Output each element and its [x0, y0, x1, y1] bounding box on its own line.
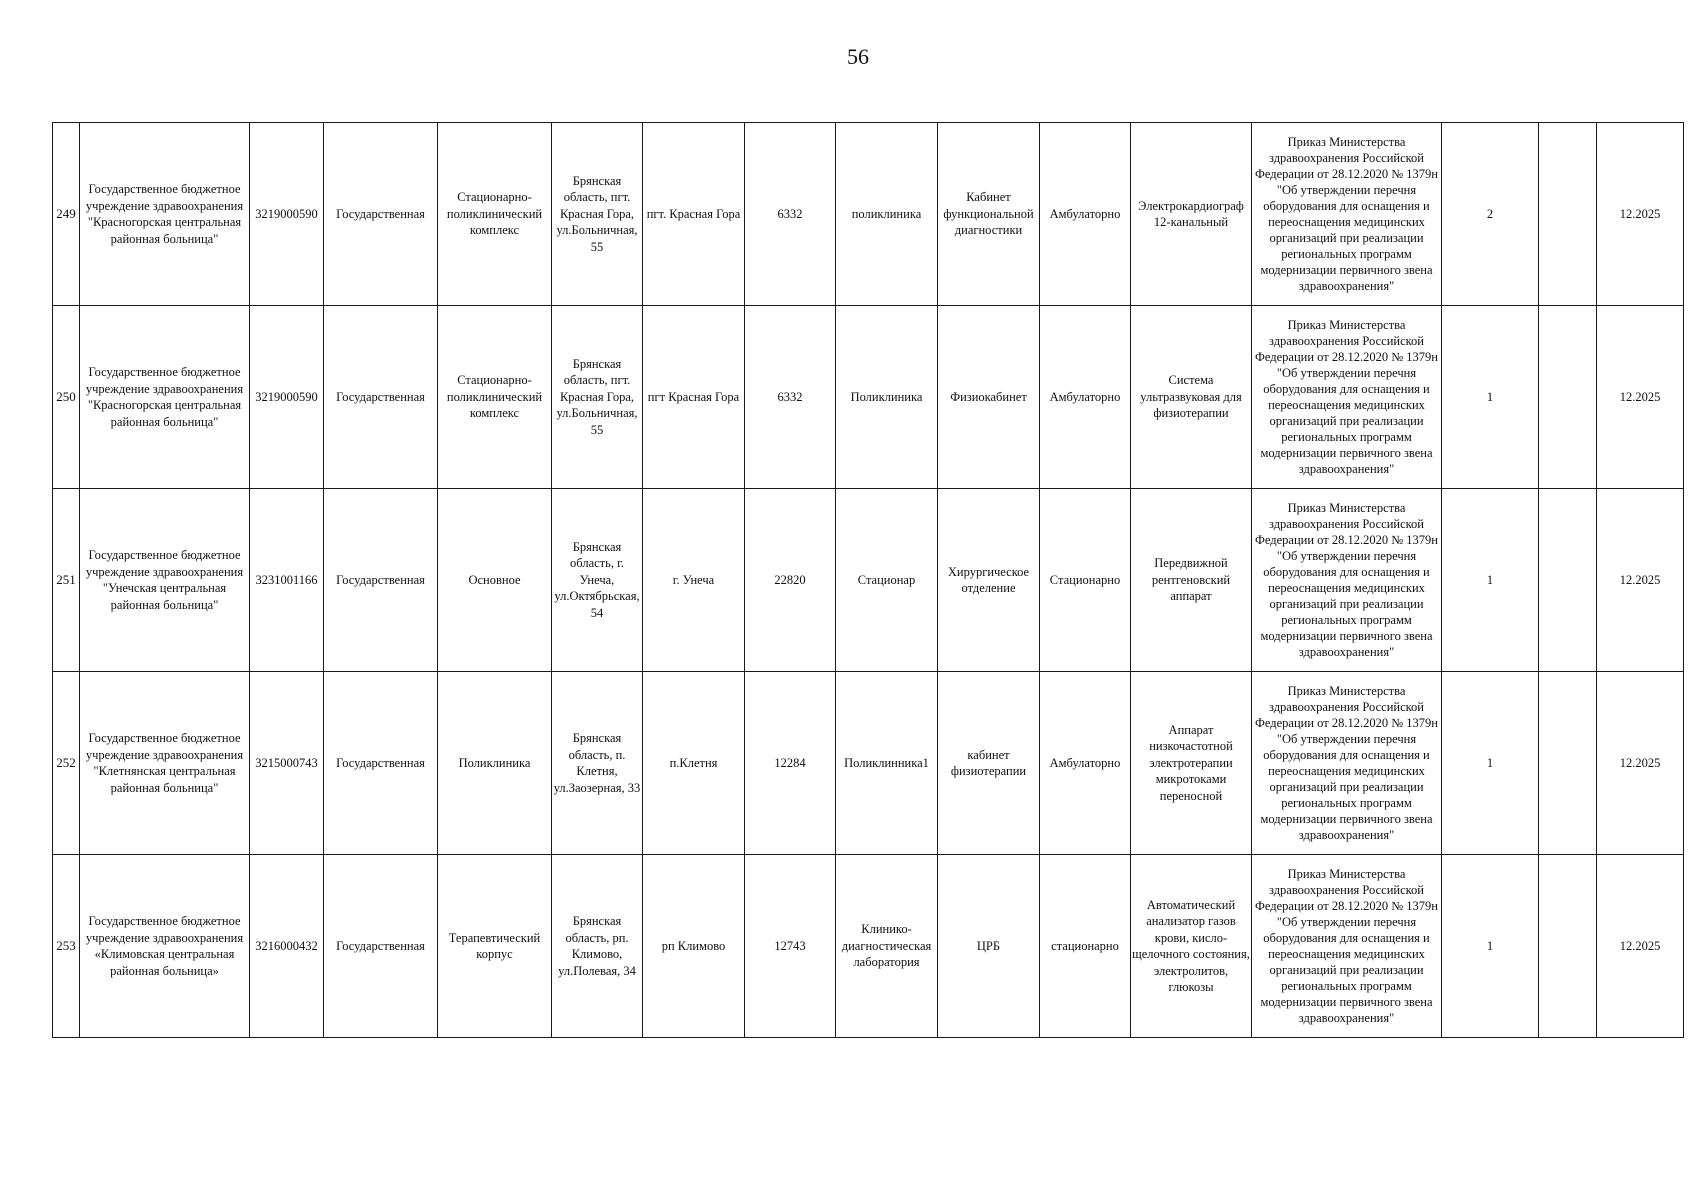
quantity: 1 — [1442, 672, 1539, 855]
equipment: Аппарат низкочастотной электротерапии микротоками переносной — [1131, 672, 1252, 855]
care-type: Амбулаторно — [1040, 123, 1131, 306]
population: 6332 — [745, 123, 836, 306]
unit: Поликлинника1 — [836, 672, 938, 855]
ownership-form: Государственная — [324, 855, 438, 1038]
delivery-date: 12.2025 — [1597, 489, 1684, 672]
extra-cell — [1539, 123, 1597, 306]
row-number: 253 — [53, 855, 80, 1038]
order-reference: Приказ Министерства здравоохранения Российской Федерации от 28.12.2020 № 1379н "Об утверждении перечня оборудования для оснащения и переоснащения медицинских организаций при реализации региональных программ модернизации первичного звена здравоохранения" — [1252, 123, 1442, 306]
equipment: Автоматический анализатор газов крови, кисло-щелочного состояния, электролитов, глюкозы — [1131, 855, 1252, 1038]
ownership-form: Государственная — [324, 306, 438, 489]
care-type: Стационарно — [1040, 489, 1131, 672]
equipment-registry-table — [52, 122, 1684, 1038]
organization-code: 3215000743 — [250, 672, 324, 855]
order-reference: Приказ Министерства здравоохранения Российской Федерации от 28.12.2020 № 1379н "Об утверждении перечня оборудования для оснащения и переоснащения медицинских организаций при реализации региональных программ модернизации первичного звена здравоохранения" — [1252, 855, 1442, 1038]
building-name: Терапевтический корпус — [438, 855, 552, 1038]
row-number: 249 — [53, 123, 80, 306]
table-row — [53, 489, 1684, 672]
building-name: Стационарно-поликлинический комплекс — [438, 123, 552, 306]
care-type: Амбулаторно — [1040, 672, 1131, 855]
organization-code: 3219000590 — [250, 306, 324, 489]
building-name: Стационарно-поликлинический комплекс — [438, 306, 552, 489]
population: 12284 — [745, 672, 836, 855]
settlement: г. Унеча — [643, 489, 745, 672]
quantity: 1 — [1442, 306, 1539, 489]
table-row — [53, 855, 1684, 1038]
settlement: п.Клетня — [643, 672, 745, 855]
extra-cell — [1539, 489, 1597, 672]
population: 22820 — [745, 489, 836, 672]
unit: Поликлиника — [836, 306, 938, 489]
order-reference: Приказ Министерства здравоохранения Российской Федерации от 28.12.2020 № 1379н "Об утверждении перечня оборудования для оснащения и переоснащения медицинских организаций при реализации региональных программ модернизации первичного звена здравоохранения" — [1252, 672, 1442, 855]
page-number: 56 — [847, 44, 869, 69]
unit: поликлиника — [836, 123, 938, 306]
address: Брянская область, пгт. Красная Гора, ул.Больничная, 55 — [552, 123, 643, 306]
organization-name: Государственное бюджетное учреждение здравоохранения "Клетнянская центральная районная больница" — [80, 672, 250, 855]
delivery-date: 12.2025 — [1597, 123, 1684, 306]
quantity: 2 — [1442, 123, 1539, 306]
order-reference: Приказ Министерства здравоохранения Российской Федерации от 28.12.2020 № 1379н "Об утверждении перечня оборудования для оснащения и переоснащения медицинских организаций при реализации региональных программ модернизации первичного звена здравоохранения" — [1252, 489, 1442, 672]
department: Физиокабинет — [938, 306, 1040, 489]
department: кабинет физиотерапии — [938, 672, 1040, 855]
extra-cell — [1539, 306, 1597, 489]
row-number: 252 — [53, 672, 80, 855]
address: Брянская область, пгт. Красная Гора, ул.Больничная, 55 — [552, 306, 643, 489]
population: 12743 — [745, 855, 836, 1038]
extra-cell — [1539, 672, 1597, 855]
settlement: пгт Красная Гора — [643, 306, 745, 489]
population: 6332 — [745, 306, 836, 489]
ownership-form: Государственная — [324, 672, 438, 855]
department: Хирургическое отделение — [938, 489, 1040, 672]
row-number: 251 — [53, 489, 80, 672]
building-name: Поликлиника — [438, 672, 552, 855]
equipment: Электрокардиограф 12-канальный — [1131, 123, 1252, 306]
delivery-date: 12.2025 — [1597, 855, 1684, 1038]
organization-code: 3219000590 — [250, 123, 324, 306]
ownership-form: Государственная — [324, 489, 438, 672]
organization-name: Государственное бюджетное учреждение здравоохранения "Унечская центральная районная больница" — [80, 489, 250, 672]
order-reference: Приказ Министерства здравоохранения Российской Федерации от 28.12.2020 № 1379н "Об утверждении перечня оборудования для оснащения и переоснащения медицинских организаций при реализации региональных программ модернизации первичного звена здравоохранения" — [1252, 306, 1442, 489]
quantity: 1 — [1442, 855, 1539, 1038]
care-type: Амбулаторно — [1040, 306, 1131, 489]
department: Кабинет функциональной диагностики — [938, 123, 1040, 306]
ownership-form: Государственная — [324, 123, 438, 306]
row-number: 250 — [53, 306, 80, 489]
organization-name: Государственное бюджетное учреждение здравоохранения "Красногорская центральная районная больница" — [80, 123, 250, 306]
care-type: стационарно — [1040, 855, 1131, 1038]
unit: Клинико-диагностическая лаборатория — [836, 855, 938, 1038]
equipment: Система ультразвуковая для физиотерапии — [1131, 306, 1252, 489]
quantity: 1 — [1442, 489, 1539, 672]
unit: Стационар — [836, 489, 938, 672]
delivery-date: 12.2025 — [1597, 672, 1684, 855]
settlement: пгт. Красная Гора — [643, 123, 745, 306]
organization-name: Государственное бюджетное учреждение здравоохранения «Климовская центральная районная больница» — [80, 855, 250, 1038]
organization-code: 3231001166 — [250, 489, 324, 672]
delivery-date: 12.2025 — [1597, 306, 1684, 489]
settlement: рп Климово — [643, 855, 745, 1038]
address: Брянская область, рп. Климово, ул.Полевая, 34 — [552, 855, 643, 1038]
extra-cell — [1539, 855, 1597, 1038]
table-row — [53, 123, 1684, 306]
address: Брянская область, п. Клетня, ул.Заозерная, 33 — [552, 672, 643, 855]
building-name: Основное — [438, 489, 552, 672]
equipment: Передвижной рентгеновский аппарат — [1131, 489, 1252, 672]
table-row — [53, 672, 1684, 855]
organization-code: 3216000432 — [250, 855, 324, 1038]
address: Брянская область, г. Унеча, ул.Октябрьская, 54 — [552, 489, 643, 672]
department: ЦРБ — [938, 855, 1040, 1038]
organization-name: Государственное бюджетное учреждение здравоохранения "Красногорская центральная районная больница" — [80, 306, 250, 489]
table-row — [53, 306, 1684, 489]
